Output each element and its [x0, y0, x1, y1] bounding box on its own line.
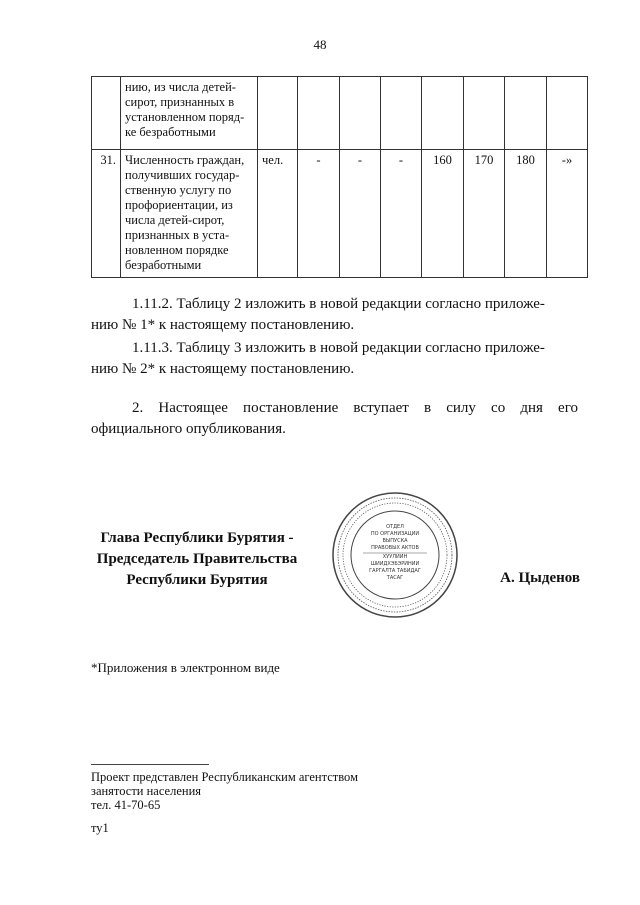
paragraph-line: 2. Настоящее постановление вступает в силу со дня его: [132, 400, 578, 416]
indicator-name-line: Численность граждан,: [125, 153, 245, 167]
unit-cell: [258, 77, 298, 150]
stamp-text-line: ВЫПУСКА: [382, 538, 408, 544]
signatory-title: [91, 528, 303, 591]
indicator-name-cell: [121, 150, 258, 278]
document-code: ту1: [91, 821, 109, 835]
value-cell: 160: [422, 150, 464, 278]
paragraph-table-2: [91, 294, 578, 336]
footer-line: тел. 41-70-65: [91, 798, 161, 812]
unit-cell: чел.: [258, 150, 298, 278]
official-seal-stamp: [330, 490, 460, 620]
signatory-title-line: Республики Бурятия: [126, 572, 268, 588]
row-number-cell: 31.: [92, 150, 121, 278]
stamp-text-line: ПО ОРГАНИЗАЦИИ: [370, 531, 420, 537]
stamp-text-line: ПРАВОВЫХ АКТОВ: [371, 545, 419, 551]
value-cell: [505, 77, 547, 150]
value-cell: 180: [505, 150, 547, 278]
signatory-name: А. Цыденов: [500, 570, 580, 586]
table-row: [92, 77, 588, 150]
paragraph-line: нию № 1* к настоящему постановлению.: [91, 317, 355, 333]
indicator-name-line: нию, из числа детей-: [125, 80, 236, 94]
value-cell: [340, 77, 381, 150]
stamp-text-line: ГАРГАЛТА ТАБИДАГ: [369, 568, 421, 574]
paragraph-line: официального опубликования.: [91, 421, 286, 437]
signatory-title-line: Глава Республики Бурятия -: [100, 530, 294, 546]
stamp-text-line: ШИИДХЭБЭРИНИИ: [370, 561, 420, 567]
paragraph-line: 1.11.2. Таблицу 2 изложить в новой редакции согласно приложе-: [132, 296, 545, 312]
indicator-name-line: безработными: [125, 258, 202, 272]
indicator-name-line: ке безработными: [125, 125, 216, 139]
row-number-cell: [92, 77, 121, 150]
indicator-name-line: новленном порядке: [125, 243, 229, 257]
indicator-name-line: сирот, признанных в: [125, 95, 235, 109]
paragraph-line: нию № 2* к настоящему постановлению.: [91, 361, 355, 377]
paragraph-effective-date: [91, 398, 578, 440]
value-cell: [547, 77, 588, 150]
page-number: 48: [313, 37, 327, 52]
stamp-text-line: ОТДЕЛ: [386, 524, 404, 530]
indicator-name-line: профориентации, из: [125, 198, 233, 212]
value-cell: -»: [547, 150, 588, 278]
signatory-title-line: Председатель Правительства: [96, 551, 298, 567]
project-origin-note: [91, 770, 358, 812]
value-cell: 170: [464, 150, 505, 278]
attachments-footnote: *Приложения в электронном виде: [91, 660, 280, 675]
value-cell: [464, 77, 505, 150]
indicator-name-line: установленном поряд-: [125, 110, 245, 124]
value-cell: [298, 77, 340, 150]
value-cell: [381, 77, 422, 150]
indicator-name-line: получивших государ-: [125, 168, 240, 182]
table-row: [92, 150, 588, 278]
paragraph-line: 1.11.3. Таблицу 3 изложить в новой редакции согласно приложе-: [132, 340, 545, 356]
footer-divider: [91, 764, 209, 765]
indicator-name-line: признанных в уста-: [125, 228, 230, 242]
indicator-name-line: ственную услугу по: [125, 183, 232, 197]
paragraph-table-3: [91, 338, 578, 380]
value-cell: [422, 77, 464, 150]
footer-line: занятости населения: [91, 784, 202, 798]
indicator-name-cell: [121, 77, 258, 150]
stamp-text-line: ТАСАГ: [386, 575, 404, 581]
value-cell: -: [381, 150, 422, 278]
indicator-name-line: числа детей-сирот,: [125, 213, 225, 227]
footer-line: Проект представлен Республиканским агентством: [91, 770, 358, 784]
indicator-table: [91, 76, 588, 278]
value-cell: -: [340, 150, 381, 278]
value-cell: -: [298, 150, 340, 278]
stamp-text-line: ХУУЛИИН: [382, 554, 408, 560]
